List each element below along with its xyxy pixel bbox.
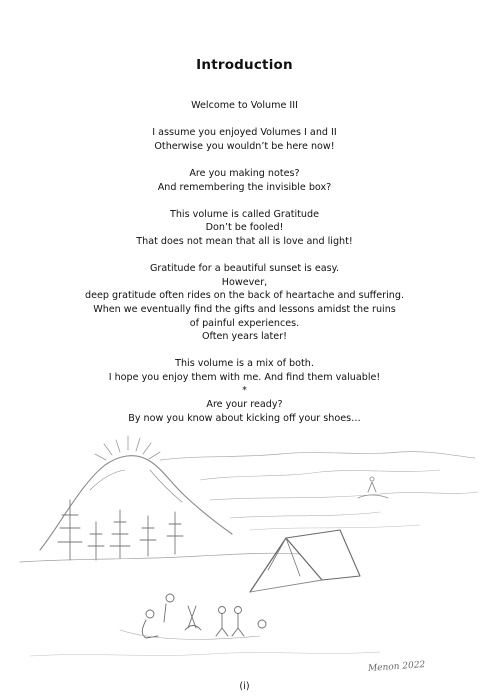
body-line: And remembering the invisible box?: [157, 181, 332, 193]
body-line: Are your ready?: [206, 399, 283, 411]
body-line: By now you know about kicking off your shoes…: [128, 412, 361, 424]
artist-signature: Menon 2022: [367, 660, 426, 674]
body-line: Welcome to Volume III: [191, 100, 298, 111]
body-line: of painful experiences.: [189, 317, 300, 329]
campsite-sketch-illustration: [0, 430, 489, 680]
paragraph-gap: [0, 344, 489, 358]
body-line: Otherwise you wouldn’t be here now!: [154, 140, 335, 152]
body-line: Are you making notes?: [189, 167, 300, 179]
body-line: Don’t be fooled!: [205, 222, 284, 234]
intro-body-text: [0, 99, 489, 425]
body-line: This volume is called Gratitude: [169, 208, 319, 220]
body-line: When we eventually find the gifts and lessons amidst the ruins: [93, 303, 396, 315]
body-line: Often years later!: [201, 331, 287, 343]
body-line: However,: [221, 276, 268, 288]
page-number: (i): [239, 681, 250, 692]
paragraph-gap: [0, 194, 489, 208]
body-line: Gratitude for a beautiful sunset is easy.: [149, 263, 339, 275]
paragraph-gap: [0, 249, 489, 263]
body-line: I hope you enjoy them with me. And find them valuable!: [108, 371, 381, 383]
page-title: Introduction: [196, 57, 293, 73]
body-line: This volume is a mix of both.: [175, 358, 314, 370]
body-line: I assume you enjoyed Volumes I and II: [152, 127, 337, 139]
paragraph-gap: [0, 113, 489, 127]
body-line: That does not mean that all is love and light!: [136, 235, 353, 247]
body-line: deep gratitude often rides on the back of heartache and suffering.: [85, 290, 404, 302]
body-line: *: [242, 385, 247, 397]
paragraph-gap: [0, 153, 489, 167]
